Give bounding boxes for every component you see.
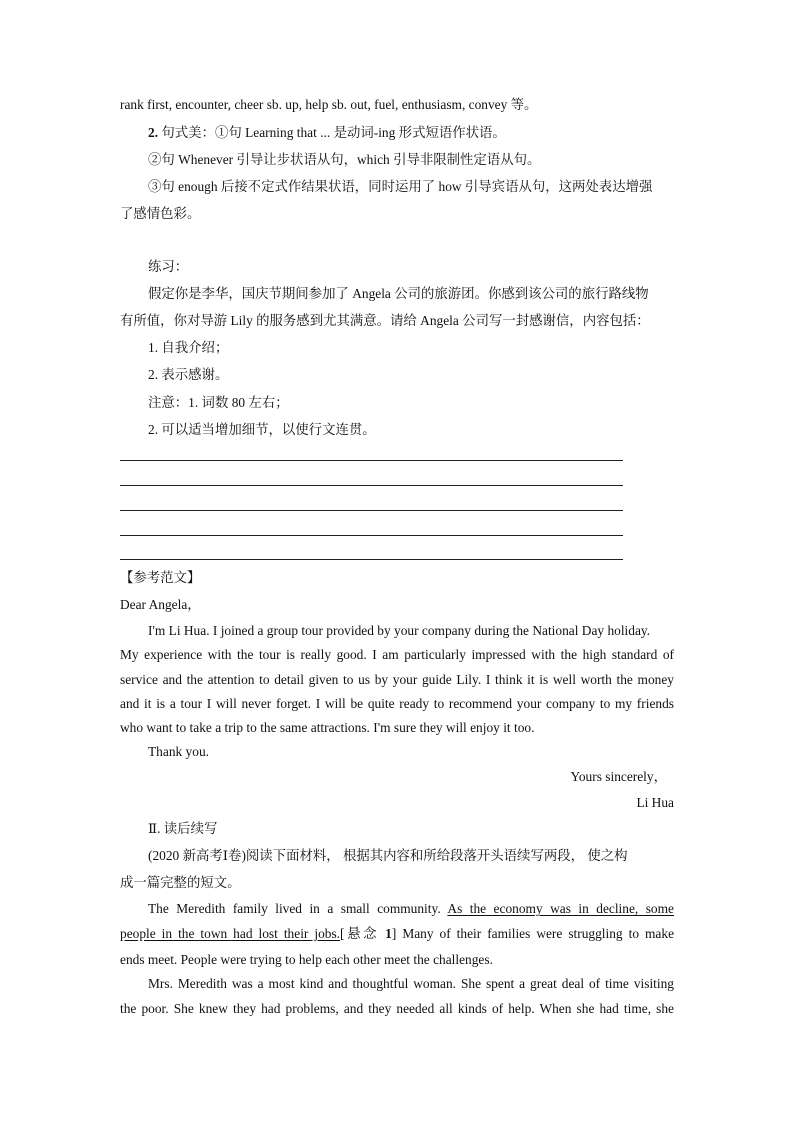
letter-body-line: and it is a tour I will never forget. I will be quite ready to recommend your company to my friends: [120, 696, 674, 711]
answer-line[interactable]: [120, 460, 623, 461]
exercise-prompt-line-2: 有所值，你对导游 Lily 的服务感到尤其满意。请给 Angela 公司写一封感谢信，内容包括：: [120, 313, 650, 328]
exercise-heading: 练习：: [148, 259, 189, 274]
letter-body-line: who want to take a trip to the same attractions. I'm sure they will enjoy it too.: [120, 720, 535, 735]
item-text: 句式美：①句 Learning that ... 是动词-ing 形式短语作状语。: [158, 125, 506, 140]
passage-text: The Meredith family lived in a small community.: [148, 901, 448, 916]
letter-salutation: Dear Angela，: [120, 597, 201, 612]
underlined-text: people in the town had lost their jobs.: [120, 926, 341, 941]
letter-closing-thanks: Thank you.: [148, 744, 209, 759]
underlined-text: As the economy was in decline, some: [447, 901, 674, 916]
passage-line: ends meet. People were trying to help each other meet the challenges.: [120, 952, 493, 967]
sentence-beauty-point-1: [148, 124, 674, 142]
sentence-beauty-point-3-cont: 了感情色彩。: [120, 206, 201, 221]
passage-line: [120, 925, 674, 943]
passage-text: ] Many of their families were struggling to make: [391, 926, 675, 941]
answer-line[interactable]: [120, 510, 623, 511]
exercise-note-1: 注意：1. 词数 80 左右；: [148, 395, 289, 410]
sentence-beauty-point-3: ③句 enough 后接不定式作结果状语，同时运用了 how 引导宾语从句，这两处表达增强: [148, 179, 653, 194]
passage-line: Mrs. Meredith was a most kind and thoughtful woman. She spent a great deal of time visiting: [148, 976, 674, 991]
section-heading: Ⅱ. 读后续写: [148, 821, 218, 836]
letter-body-line: service and the attention to detail given to us by your guide Lily. I think it is well worth the money: [120, 672, 674, 687]
task-instruction-line-1: (2020 新高考Ⅰ卷)阅读下面材料， 根据其内容和所给段落开头语续写两段， 使之构: [148, 848, 628, 863]
sentence-beauty-point-2: ②句 Whenever 引导让步状语从句，which 引导非限制性定语从句。: [148, 152, 541, 167]
exercise-note-2: 2. 可以适当增加细节，以使行文连贯。: [148, 422, 376, 437]
answer-line[interactable]: [120, 485, 623, 486]
letter-body-line: I'm Li Hua. I joined a group tour provided by your company during the National Day holiday.: [148, 623, 651, 638]
exercise-requirement-2: 2. 表示感谢。: [148, 367, 229, 382]
suspense-note: [悬念: [340, 926, 386, 941]
exercise-prompt-line-1: 假定你是李华，国庆节期间参加了 Angela 公司的旅游团。你感到该公司的旅行路线物: [148, 286, 649, 301]
letter-signature: Li Hua: [636, 795, 674, 810]
model-essay-heading: 【参考范文】: [120, 570, 201, 585]
letter-signoff: Yours sincerely，: [570, 769, 667, 784]
vocab-list-line: rank first, encounter, cheer sb. up, help sb. out, fuel, enthusiasm, convey 等。: [120, 97, 538, 112]
answer-line[interactable]: [120, 535, 623, 536]
task-instruction-line-2: 成一篇完整的短文。: [120, 875, 241, 890]
answer-line[interactable]: [120, 559, 623, 560]
letter-body-line: My experience with the tour is really good. I am particularly impressed with the high standard of: [120, 647, 674, 662]
passage-line: [148, 900, 674, 918]
suspense-number: 1: [385, 926, 392, 941]
passage-line: the poor. She knew they had problems, and they needed all kinds of help. When she had time, she: [120, 1001, 674, 1016]
item-number: 2.: [148, 125, 159, 140]
exercise-requirement-1: 1. 自我介绍；: [148, 340, 229, 355]
